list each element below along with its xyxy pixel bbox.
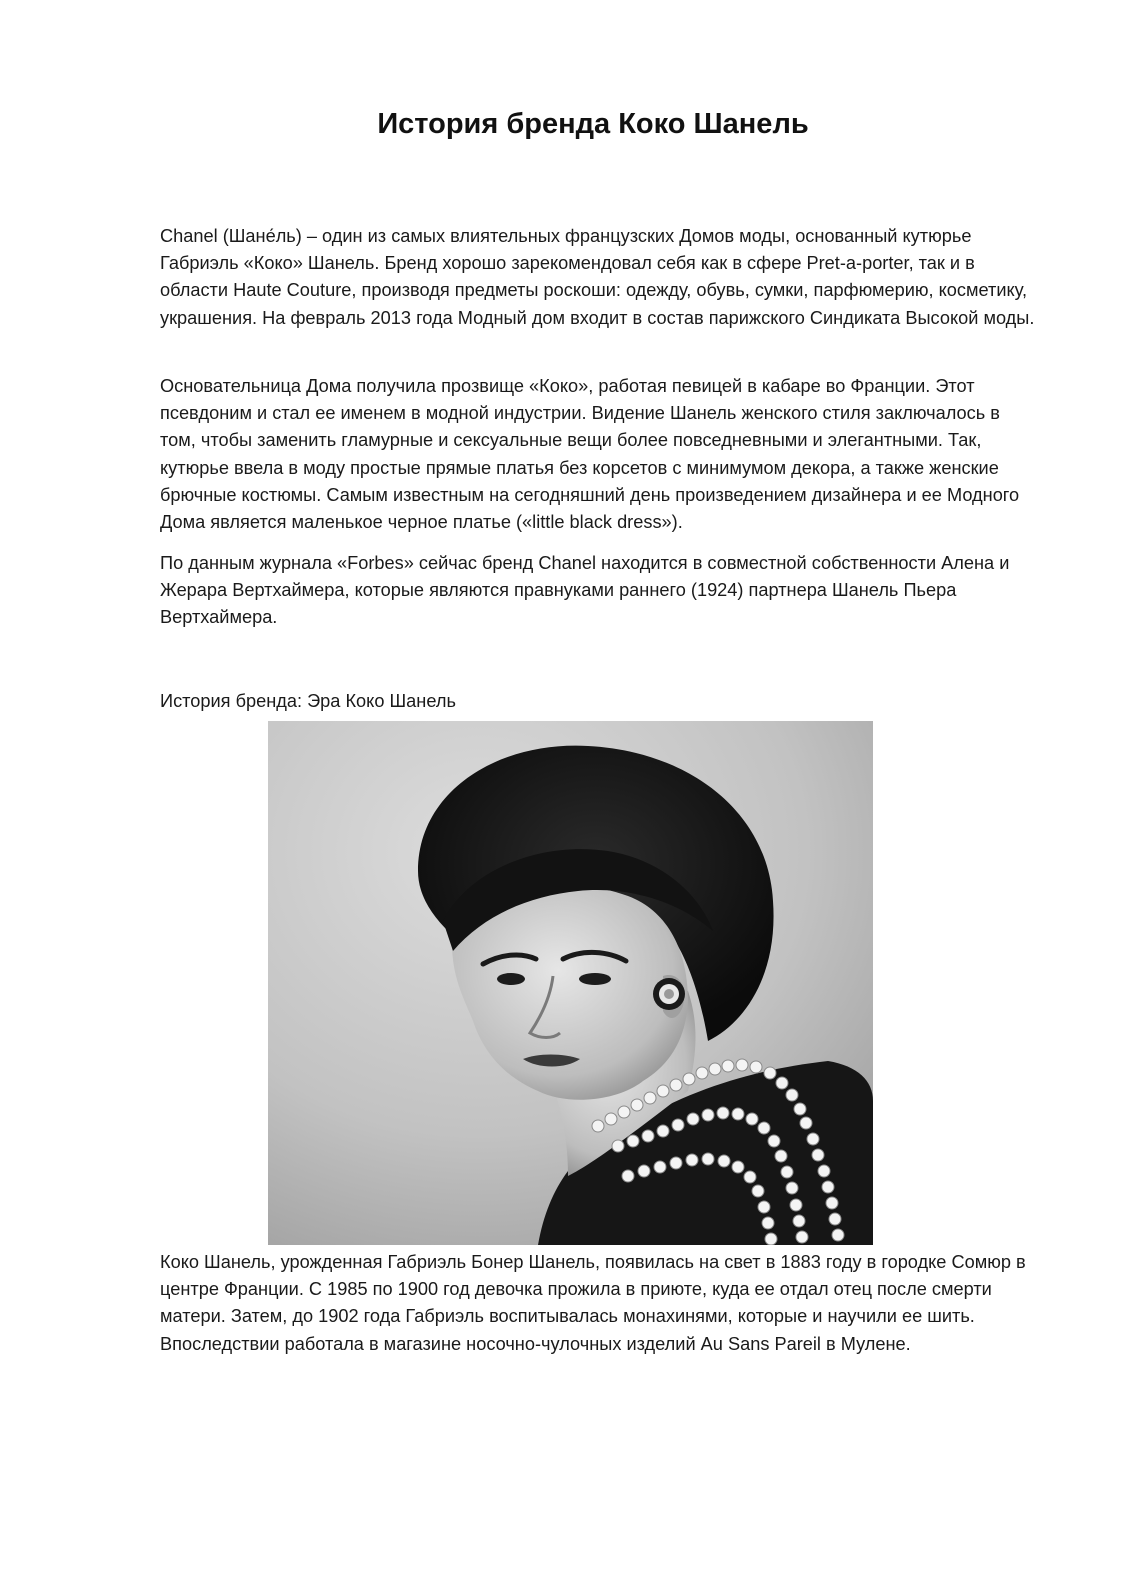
paragraph-intro: Chanel (Шане́ль) – один из самых влиятельных французских Домов моды, основанный кутюрье Габриэль «Коко» Шанель. Бренд хорошо зарекомендовал себя как в сфере Pret-a-porter, так и в области Haute Couture, производя предметы роскоши: одежду, обувь, сумки, парфюмерию, косметику, украшения. На февраль 2013 года Модный дом входит в состав парижского Синдиката Высокой моды. bbox=[160, 226, 1035, 328]
portrait-illustration bbox=[268, 721, 873, 1245]
portrait-photo bbox=[268, 721, 873, 1245]
paragraph-biography: Коко Шанель, урожденная Габриэль Бонер Шанель, появилась на свет в 1883 году в городке Сомюр в центре Франции. С 1985 по 1900 год девочка прожила в приюте, куда ее отдал отец после смерти матери. Затем, до 1902 года Габриэль воспитывалась монахинями, которые и научили ее шить. Впоследствии работала в магазине носочно-чулочных изделий Au Sans Pareil в Мулене. bbox=[160, 1252, 1026, 1354]
paragraph-founder: Основательница Дома получила прозвище «Коко», работая певицей в кабаре во Франции. Этот псевдоним и стал ее именем в модной индустрии. Видение Шанель женского стиля заключалось в том, чтобы заменить гламурные и сексуальные вещи более повседневными и элегантными. Так, кутюрье ввела в моду простые прямые платья без корсетов с минимумом декора, а также женские брючные костюмы. Самым известным на сегодняшний день произведением дизайнера и ее Модного Дома является маленькое черное платье («little black dress»). bbox=[160, 376, 1020, 533]
page-title: История бренда Коко Шанель bbox=[377, 108, 809, 140]
paragraph-ownership: По данным журнала «Forbes» сейчас бренд Chanel находится в совместной собственности Алена и Жерара Вертхаймера, которые являются правнуками раннего (1924) партнера Шанель Пьера Вертхаймера. bbox=[160, 553, 1010, 628]
section-subheading: История бренда: Эра Коко Шанель bbox=[160, 691, 456, 711]
